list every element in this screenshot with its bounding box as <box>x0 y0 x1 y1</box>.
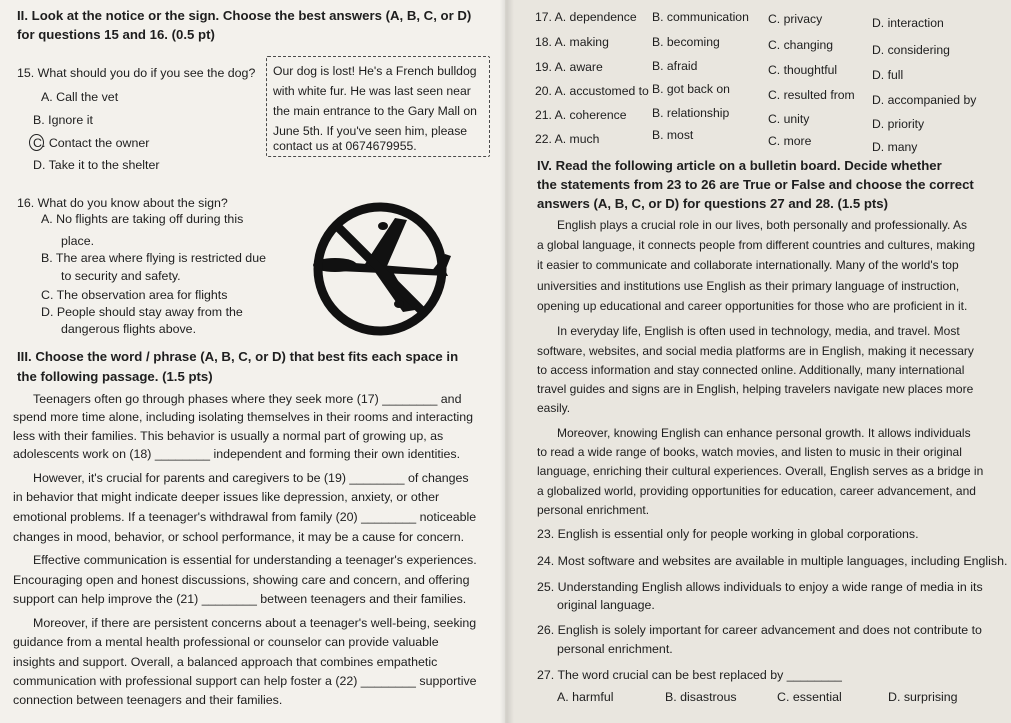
q27-question: 27. The word crucial can be best replaced by ________ <box>537 668 842 682</box>
q16-option-d-line1[interactable]: D. People should stay away from the <box>41 305 243 319</box>
article-line-1: English plays a crucial role in our lives, both personally and professionally. As <box>557 218 967 232</box>
q18-option-c[interactable]: C. changing <box>768 38 834 52</box>
notice-line-1: Our dog is lost! He's a French bulldog <box>273 64 477 78</box>
section4-heading-line2: the statements from 23 to 26 are True or False and choose the correct <box>537 177 974 192</box>
q18-option-b[interactable]: B. becoming <box>652 35 720 49</box>
passage-line-5: However, it's crucial for parents and caregivers to be (19) ________ of changes <box>33 471 469 485</box>
q22-option-d[interactable]: D. many <box>872 140 918 154</box>
q15-option-a[interactable]: A. Call the vet <box>41 90 119 104</box>
section2-heading-line1: II. Look at the notice or the sign. Choose the best answers (A, B, C, or D) <box>17 8 472 23</box>
section2-heading-line2: for questions 15 and 16. (0.5 pt) <box>17 27 215 42</box>
notice-line-2: with white fur. He was last seen near <box>273 84 471 98</box>
q19-option-a[interactable]: 19. A. aware <box>535 60 603 74</box>
q16-option-a-line1[interactable]: A. No flights are taking off during this <box>41 212 244 226</box>
q17-option-c[interactable]: C. privacy <box>768 12 823 26</box>
article-line-11: Moreover, knowing English can enhance personal growth. It allows individuals <box>557 426 971 440</box>
q27-option-b[interactable]: B. disastrous <box>665 690 737 704</box>
no-flights-sign-icon <box>295 200 465 338</box>
q20-option-c[interactable]: C. resulted from <box>768 88 855 102</box>
passage-line-11: support can help improve the (21) ________ between teenagers and their families. <box>13 592 467 606</box>
statement-23: 23. English is essential only for people working in global corporations. <box>537 527 919 541</box>
passage-line-6: in behavior that might indicate deeper issues like depression, anxiety, or other <box>13 490 440 504</box>
passage-line-2: spend more time alone, including isolating themselves in their rooms and interacting <box>13 410 474 424</box>
q27-option-a[interactable]: A. harmful <box>557 690 614 704</box>
article-line-4: universities and institutions use English as their primary language of instruction, <box>537 279 960 293</box>
passage-line-7: emotional problems. If a teenager's withdrawal from family (20) ________ noticeable <box>13 510 477 524</box>
article-line-8: to access information and stay connected online. Additionally, many international <box>537 363 965 377</box>
q16-option-d-line2[interactable]: dangerous flights above. <box>61 322 197 336</box>
passage-line-13: guidance from a mental health professional or counselor can provide valuable <box>13 635 439 649</box>
statement-26-line2: personal enrichment. <box>557 642 673 656</box>
q18-option-d[interactable]: D. considering <box>872 43 950 57</box>
q17-option-b[interactable]: B. communication <box>652 10 749 24</box>
q15-question: 15. What should you do if you see the dog? <box>17 66 256 80</box>
lost-dog-notice <box>266 56 490 157</box>
passage-line-12: Moreover, if there are persistent concerns about a teenager's well-being, seeking <box>33 616 477 630</box>
passage-line-15: communication with professional support can help foster a (22) ________ supportive <box>13 674 477 688</box>
q17-option-d[interactable]: D. interaction <box>872 16 944 30</box>
q20-option-d[interactable]: D. accompanied by <box>872 93 977 107</box>
section3-heading-line1: III. Choose the word / phrase (A, B, C, or D) that best fits each space in <box>17 349 459 364</box>
q21-option-d[interactable]: D. priority <box>872 117 925 131</box>
article-line-3: it easier to communicate and collaborate internationally. Many of the world's top <box>537 258 959 272</box>
q20-option-b[interactable]: B. got back on <box>652 82 730 96</box>
q17-option-a[interactable]: 17. A. dependence <box>535 10 637 24</box>
statement-25-line1: 25. Understanding English allows individuals to enjoy a wide range of media in its <box>537 580 983 594</box>
q16-option-b-line1[interactable]: B. The area where flying is restricted due <box>41 251 266 265</box>
section3-heading-line2: the following passage. (1.5 pts) <box>17 369 213 384</box>
passage-line-4: adolescents work on (18) ________ independent and forming their own identities. <box>13 447 461 461</box>
article-line-5: opening up educational and career opportunities for those who are proficient in it. <box>537 299 968 313</box>
passage-line-3: less with their families. This behavior is usually a normal part of growing up, as <box>13 429 444 443</box>
article-line-6: In everyday life, English is often used in technology, media, and travel. Most <box>557 324 960 338</box>
q21-option-b[interactable]: B. relationship <box>652 106 730 120</box>
q22-option-b[interactable]: B. most <box>652 128 694 142</box>
q27-option-d[interactable]: D. surprising <box>888 690 958 704</box>
section4-heading-line1: IV. Read the following article on a bulletin board. Decide whether <box>537 158 942 173</box>
q19-option-c[interactable]: C. thoughtful <box>768 63 838 77</box>
article-line-10: easily. <box>537 401 571 415</box>
q22-option-a[interactable]: 22. A. much <box>535 132 600 146</box>
q27-option-c[interactable]: C. essential <box>777 690 842 704</box>
q16-option-c[interactable]: C. The observation area for flights <box>41 288 228 302</box>
article-line-7: software, websites, and social media platforms are in English, making it necessary <box>537 344 974 358</box>
statement-25-line2: original language. <box>557 598 655 612</box>
passage-line-14: insights and support. Overall, a balanced approach that combines empathetic <box>13 655 438 669</box>
article-line-12: to read a wide range of books, watch movies, and listen to music in their original <box>537 445 962 459</box>
notice-line-4: June 5th. If you've seen him, please <box>273 124 468 138</box>
section4-heading-line3: answers (A, B, C, or D) for questions 27 and 28. (1.5 pts) <box>537 196 889 211</box>
q15-option-b[interactable]: B. Ignore it <box>33 113 93 127</box>
page-fold <box>500 0 514 723</box>
q16-option-b-line2[interactable]: to security and safety. <box>61 269 181 283</box>
passage-line-9: Effective communication is essential for understanding a teenager's experiences. <box>33 553 477 567</box>
q18-option-a[interactable]: 18. A. making <box>535 35 609 49</box>
passage-line-16: connection between teenagers and their families. <box>13 693 283 707</box>
statement-24: 24. Most software and websites are available in multiple languages, including English. <box>537 554 1008 568</box>
article-line-14: a globalized world, providing opportunities for education, career advancement, and <box>537 484 976 498</box>
q16-option-a-line2[interactable]: place. <box>61 234 95 248</box>
article-line-9: travel guides and signs are in English, helping travelers navigate new places more <box>537 382 974 396</box>
passage-line-10: Encouraging open and honest discussions, showing care and concern, and offering <box>13 573 470 587</box>
statement-26-line1: 26. English is solely important for career advancement and does not contribute to <box>537 623 982 637</box>
q21-option-a[interactable]: 21. A. coherence <box>535 108 627 122</box>
q15-option-c[interactable]: C. Contact the owner <box>33 136 150 150</box>
passage-line-1: Teenagers often go through phases where they seek more (17) ________ and <box>33 392 462 406</box>
notice-line-3: the main entrance to the Gary Mall on <box>273 104 477 118</box>
notice-line-5: contact us at 0674679955. <box>273 139 417 153</box>
article-line-15: personal enrichment. <box>537 503 650 517</box>
q22-option-c[interactable]: C. more <box>768 134 812 148</box>
q16-question: 16. What do you know about the sign? <box>17 196 228 210</box>
q15-option-d[interactable]: D. Take it to the shelter <box>33 158 160 172</box>
q21-option-c[interactable]: C. unity <box>768 112 810 126</box>
q19-option-d[interactable]: D. full <box>872 68 904 82</box>
article-line-13: language, enriching their cultural experiences. Overall, English serves as a bridge in <box>537 464 984 478</box>
article-line-2: a global language, it connects people from different countries and cultures, making <box>537 238 976 252</box>
passage-line-8: changes in mood, behavior, or school performance, it may be a cause for concern. <box>13 530 465 544</box>
q19-option-b[interactable]: B. afraid <box>652 59 698 73</box>
q20-option-a[interactable]: 20. A. accustomed to <box>535 84 649 98</box>
